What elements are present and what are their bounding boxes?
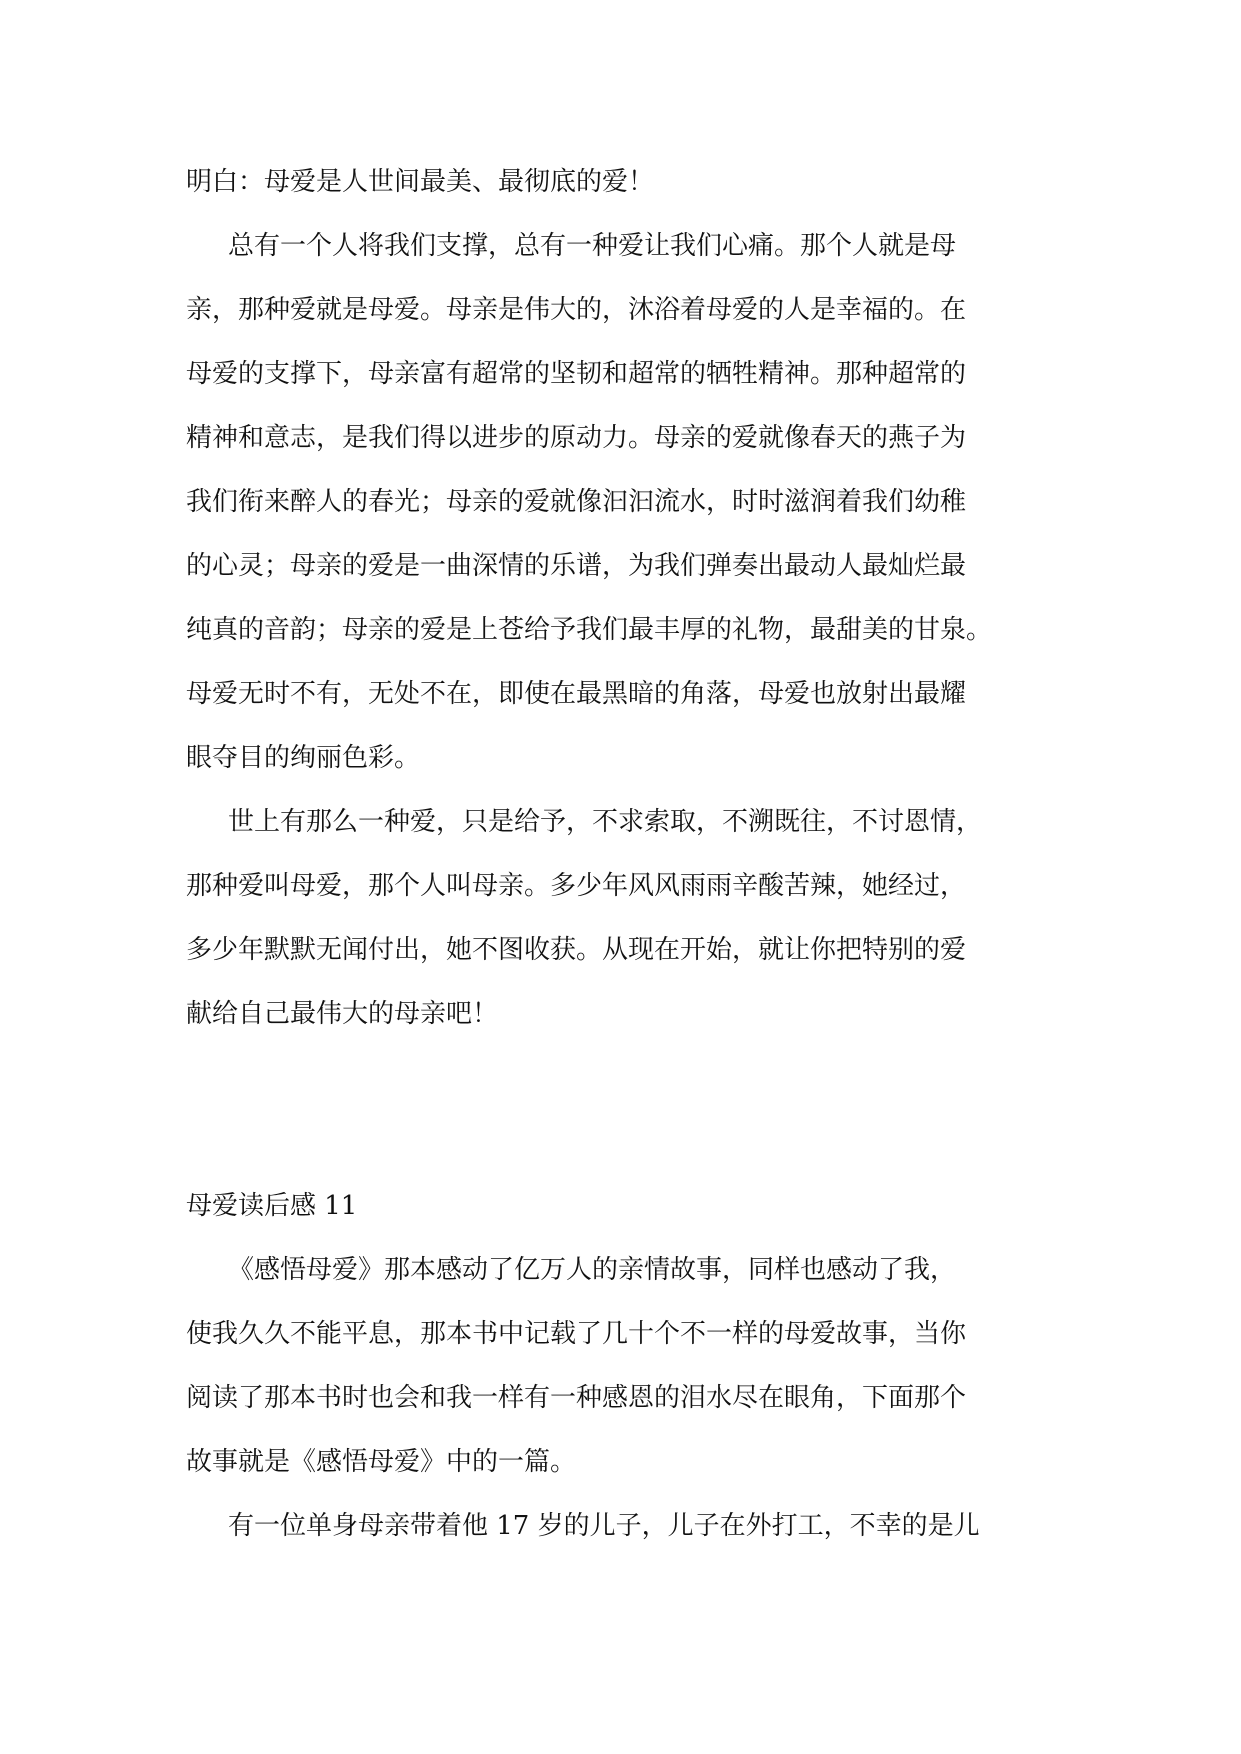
text-line: 《感悟母爱》那本感动了亿万人的亲情故事，同样也感动了我， [228, 1255, 957, 1285]
document-body [186, 150, 1058, 1558]
text-line: 明白：母爱是人世间最美、最彻底的爱！ [186, 167, 655, 197]
text-line: 献给自己最伟大的母亲吧！ [186, 999, 499, 1029]
text-line: 精神和意志，是我们得以进步的原动力。母亲的爱就像春天的燕子为 [186, 423, 967, 453]
text-line: 纯真的音韵；母亲的爱是上苍给予我们最丰厚的礼物，最甜美的甘泉。 [186, 615, 993, 645]
text-line: 的心灵；母亲的爱是一曲深情的乐谱，为我们弹奏出最动人最灿烂最 [186, 551, 967, 581]
text-line: 亲，那种爱就是母爱。母亲是伟大的，沐浴着母爱的人是幸福的。在 [186, 295, 967, 325]
paragraph-3 [186, 790, 1058, 1046]
text-line: 母爱无时不有，无处不在，即使在最黑暗的角落，母爱也放射出最耀 [186, 679, 967, 709]
text-line: 多少年默默无闻付出，她不图收获。从现在开始，就让你把特别的爱 [186, 935, 967, 965]
text-line: 眼夺目的绚丽色彩。 [186, 743, 421, 773]
text-line: 故事就是《感悟母爱》中的一篇。 [186, 1447, 577, 1477]
paragraph-1 [186, 150, 1058, 214]
text-line: 阅读了那本书时也会和我一样有一种感恩的泪水尽在眼角，下面那个 [186, 1383, 967, 1413]
section-spacer [186, 1046, 1058, 1174]
paragraph-5 [186, 1494, 1058, 1558]
text-line: 有一位单身母亲带着他 17 岁的儿子，儿子在外打工，不幸的是儿 [228, 1511, 980, 1541]
section-title: 母爱读后感 11 [186, 1191, 358, 1221]
text-line: 使我久久不能平息，那本书中记载了几十个不一样的母爱故事，当你 [186, 1319, 967, 1349]
text-line: 我们衔来醉人的春光；母亲的爱就像汩汩流水，时时滋润着我们幼稚 [186, 487, 967, 517]
text-line: 总有一个人将我们支撑，总有一种爱让我们心痛。那个人就是母 [228, 231, 957, 261]
paragraph-4 [186, 1238, 1058, 1494]
text-line: 那种爱叫母爱，那个人叫母亲。多少年风风雨雨辛酸苦辣，她经过， [186, 871, 967, 901]
text-line: 母爱的支撑下，母亲富有超常的坚韧和超常的牺牲精神。那种超常的 [186, 359, 967, 389]
section-heading [186, 1174, 1058, 1238]
text-line: 世上有那么一种爱，只是给予，不求索取，不溯既往，不讨恩情， [228, 807, 983, 837]
paragraph-2 [186, 214, 1058, 790]
